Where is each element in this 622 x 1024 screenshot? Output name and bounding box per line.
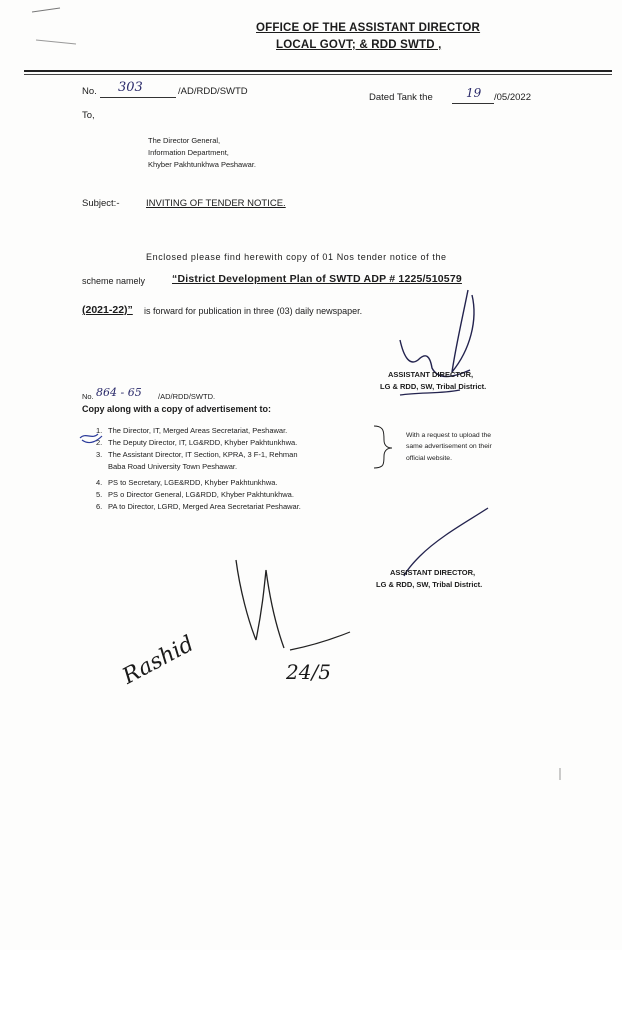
copy-item-4-num: 4. [96,478,103,487]
signature-2-dept: LG & RDD, SW, Tribal District. [376,580,483,589]
copy-item-1-num: 1. [96,426,103,435]
copy-item-5-num: 5. [96,490,103,499]
subject-text: INVITING OF TENDER NOTICE. [146,198,286,209]
request-note-2: same advertisement on their [406,443,492,450]
request-note-1: With a request to upload the [406,432,492,439]
endorse-no-suffix: /AD/RDD/SWTD. [158,392,216,401]
copy-item-3: The Assistant Director, IT Section, KPRA, 3 F-1, Rehman [108,450,298,459]
endorse-no-value: 864 - 65 [96,386,142,399]
signature-1-title: ASSISTANT DIRECTOR, [388,370,474,379]
copy-along-line: Copy along with a copy of advertisement to: [82,404,272,414]
handwritten-date: 24/5 [286,660,331,684]
scheme-name: “District Development Plan of SWTD ADP # 1225/510579 [172,273,462,285]
body-line3: is forward for publication in three (03) daily newspaper. [144,306,363,316]
copy-item-3-num: 3. [96,450,103,459]
department-title: LOCAL GOVT; & RDD SWTD , [276,39,442,51]
subject-label: Subject:- [82,198,120,209]
signature-1-dept: LG & RDD, SW, Tribal District. [380,382,487,391]
dated-rest: /05/2022 [494,92,531,103]
dated-label: Dated Tank the [369,92,433,103]
handwritten-initials: Rashid [118,631,199,690]
copy-item-3-cont: Baba Road University Town Peshawar. [108,462,238,471]
body-line2-prefix: scheme namely [82,276,146,286]
request-note-3: official website. [406,455,452,462]
to-label: To, [82,110,95,121]
addressee-line2: Information Department, [148,148,229,157]
signature-2-title: ASSISTANT DIRECTOR, [390,568,476,577]
copy-item-6-num: 6. [96,502,103,511]
office-title: OFFICE OF THE ASSISTANT DIRECTOR [256,22,481,34]
addressee-line3: Khyber Pakhtunkhwa Peshawar. [148,160,256,169]
addressee-line1: The Director General, [148,136,221,145]
scheme-year: (2021-22)” [82,304,133,316]
dated-day: 19 [466,86,482,100]
copy-item-2-num: 2. [96,438,103,447]
copy-item-5: PS o Director General, LG&RDD, Khyber Pakhtunkhwa. [108,490,294,499]
ref-no-suffix: /AD/RDD/SWTD [178,86,248,97]
copy-item-6: PA to Director, LGRD, Merged Area Secretariat Peshawar. [108,502,301,511]
endorse-no-label: No. [82,392,94,401]
copy-item-1: The Director, IT, Merged Areas Secretariat, Peshawar. [108,426,288,435]
copy-item-4: PS to Secretary, LGE&RDD, Khyber Pakhtunkhwa. [108,478,278,487]
body-line1: Enclosed please find herewith copy of 01 Nos tender notice of the [146,252,447,262]
ref-no-value: 303 [118,80,143,95]
ref-no-label: No. [82,86,97,97]
copy-item-2: The Deputy Director, IT, LG&RDD, Khyber Pakhtunkhwa. [108,438,298,447]
